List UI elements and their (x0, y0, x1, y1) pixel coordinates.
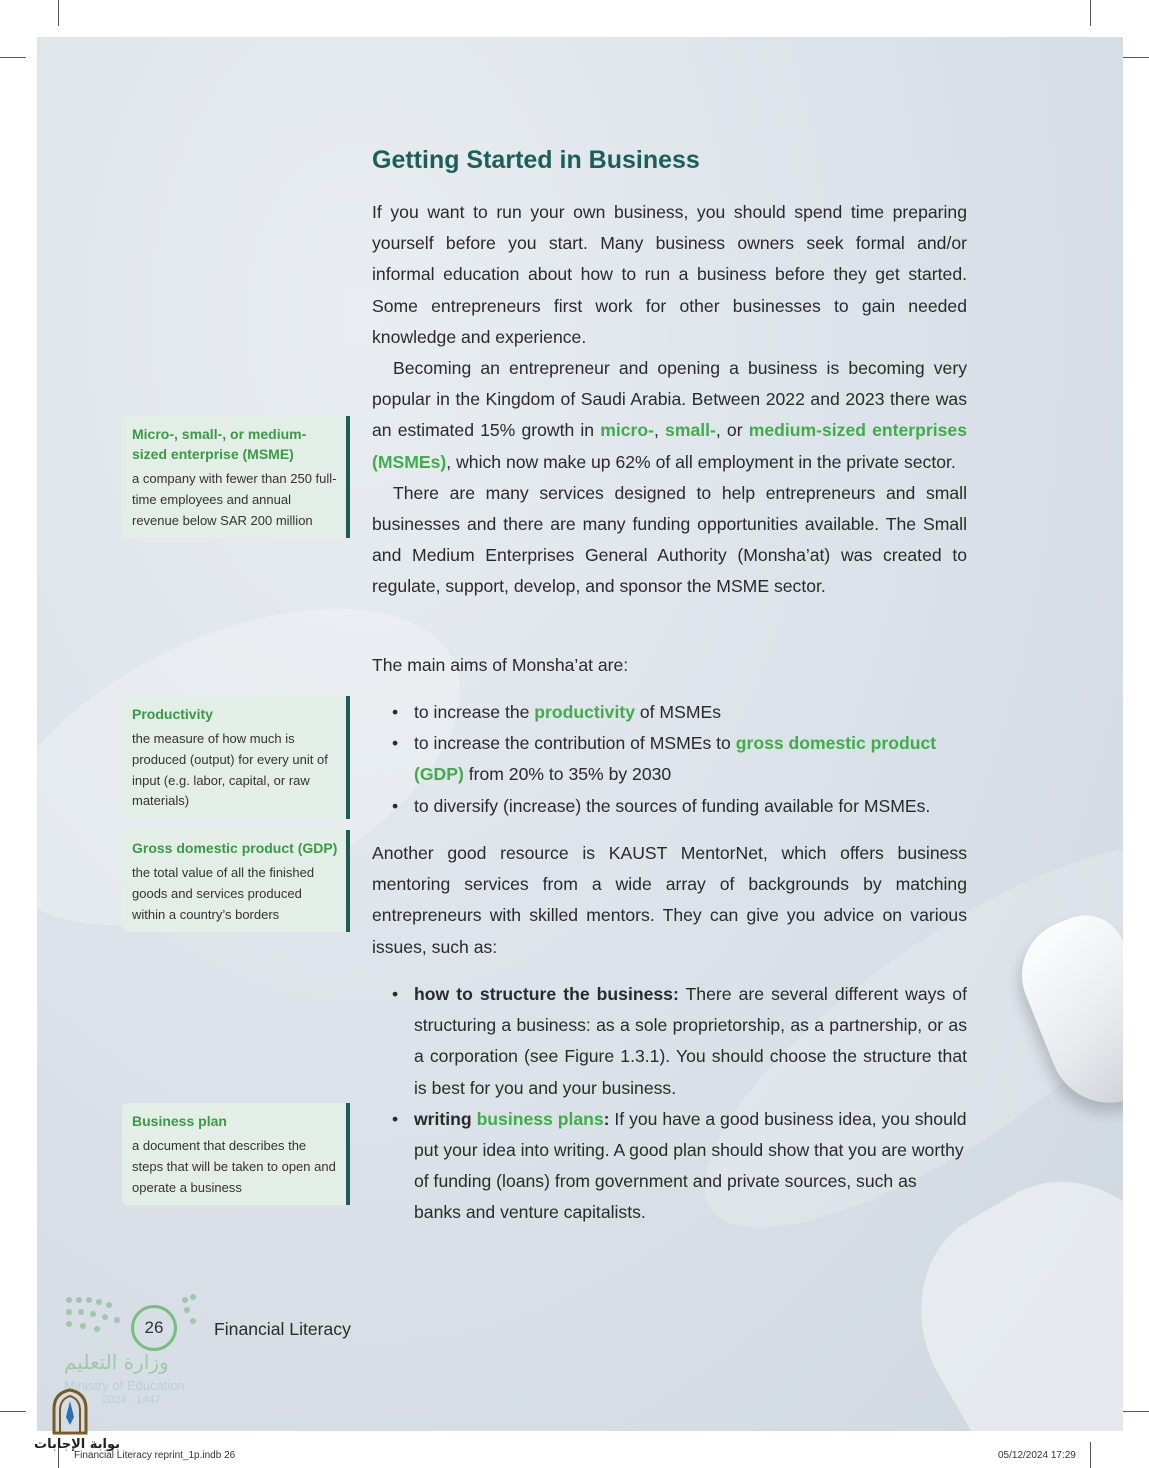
list-item: • to diversify (increase) the sources of funding available for MSMEs. (372, 791, 967, 822)
term-small: small- (665, 420, 716, 441)
p2-text: Becoming an entrepreneur and opening a business is becoming very popular in the Kingdom of Saudi Arabia. Between 2022 and 2023 there was an estimated 15% growth in (372, 358, 967, 441)
ministry-name-arabic: وزارة التعليم (64, 1350, 169, 1374)
advice-list-block (372, 979, 967, 1229)
logo-dot (66, 1321, 72, 1327)
term-msme: medium-sized enterprises (MSMEs) (372, 420, 967, 472)
logo-dot (90, 1311, 96, 1317)
advice-text: If you have a good business idea, you should put your idea into writing. A good plan should show that you are worthy of funding (loans) from government and private sources, such as banks and venture capitalists. (414, 1108, 967, 1223)
term-gdp: gross domestic product (GDP) (414, 733, 937, 785)
list-item (372, 697, 967, 728)
crop-mark (1123, 1411, 1149, 1412)
aim-text: to increase the contribution of MSMEs to (414, 733, 736, 754)
glossary-term: Business plan (132, 1113, 227, 1129)
paragraph-2 (372, 353, 967, 478)
crop-mark (1123, 57, 1149, 58)
logo-dot (66, 1297, 72, 1303)
glossary-definition: the total value of all the finished goods and services produced within a country’s borders (132, 865, 315, 922)
advice-heading: how to structure the business: (414, 984, 679, 1004)
logo-dot (106, 1302, 112, 1308)
advice-list (372, 979, 967, 1229)
crop-mark (1090, 1442, 1091, 1468)
crop-mark (1090, 0, 1091, 26)
advice-colon: : (603, 1108, 610, 1129)
mentor-paragraph (372, 838, 967, 963)
logo-dot (96, 1299, 102, 1305)
aim-text: of MSMEs (634, 702, 722, 722)
p2-sep: , or (715, 420, 749, 441)
aims-list-block (372, 697, 967, 822)
p2-text: , which now make up 62% of all employment in the private sector. (446, 451, 956, 472)
logo-dot (76, 1297, 82, 1303)
glossary-term: Gross domestic product (GDP) (132, 840, 338, 856)
print-slug-file: Financial Literacy reprint_1p.indb 26 (74, 1450, 236, 1461)
advice-heading: writing (414, 1108, 477, 1129)
aim-text: from 20% to 35% by 2030 (463, 764, 672, 785)
crop-mark (58, 0, 59, 26)
ministry-year: 2024 - 1447 (102, 1394, 161, 1406)
print-slug-date: 05/12/2024 17:29 (998, 1450, 1076, 1461)
paragraph-3: There are many services designed to help entrepreneurs and small businesses and there are many funding opportunities available. The Small and Medium Enterprises General Authority (Monsha’at) was created to regulate, support, develop, and sponsor the MSME sector. (372, 482, 967, 597)
term-business-plans: business plans (476, 1108, 604, 1129)
crop-mark (0, 57, 26, 58)
portal-name: بوابة الإجابات (34, 1437, 120, 1452)
logo-dot (66, 1309, 72, 1315)
paragraph-1: If you want to run your own business, you should spend time preparing yourself before you start. Many business owners seek formal and/or informal education about how to run a business before they get started. Some entrepreneurs first work for other businesses to gain needed knowledge and experience. (372, 202, 967, 347)
intro-paragraphs (372, 197, 967, 603)
term-productivity: productivity (534, 702, 635, 722)
glossary-definition: a company with fewer than 250 full-time employees and annual revenue below SAR 200 million (132, 471, 337, 528)
section-title: Getting Started in Business (372, 146, 700, 174)
logo-dot (80, 1323, 86, 1329)
glossary-productivity (122, 696, 350, 819)
list-item (372, 979, 967, 1104)
aims-intro-text: The main aims of Monsha’at are: (372, 655, 629, 675)
glossary-definition: a document that describes the steps that will be taken to open and operate a business (132, 1138, 336, 1195)
logo-dot (184, 1307, 190, 1313)
logo-dot (190, 1318, 196, 1324)
glossary-gdp (122, 830, 350, 932)
advice-text: There are several different ways of structuring a business: as a sole proprietorship, as a partnership, or as a corporation (see Figure 1.3.1). You should choose the structure that is best for you and your business. (414, 984, 967, 1098)
logo-dot (182, 1297, 188, 1303)
logo-dot (190, 1294, 196, 1300)
logo-dot (86, 1297, 92, 1303)
crop-mark (0, 1411, 26, 1412)
list-item (372, 1104, 967, 1229)
logo-dot (114, 1317, 120, 1323)
glossary-term: Productivity (132, 706, 213, 722)
aim-text: to increase the (414, 702, 535, 722)
list-item (372, 728, 967, 790)
aims-list (372, 697, 967, 822)
book-title: Financial Literacy (214, 1319, 351, 1339)
ministry-name-english: Ministry of Education (64, 1378, 185, 1393)
portal-logo-icon (48, 1387, 92, 1437)
glossary-business-plan (122, 1103, 350, 1205)
mentor-text: Another good resource is KAUST MentorNet, which offers business mentoring services from a wide array of backgrounds by matching entrepreneurs with skilled mentors. They can give you advice on various issues, such as: (372, 843, 967, 957)
glossary-definition: the measure of how much is produced (output) for every unit of input (e.g. labor, capital, or raw materials) (132, 731, 328, 809)
logo-dot (78, 1309, 84, 1315)
term-micro: micro- (600, 420, 654, 441)
glossary-term: Micro-, small-, or medium-sized enterprise (MSME) (132, 426, 307, 462)
aims-intro (372, 650, 967, 681)
logo-dot (102, 1314, 108, 1320)
glossary-msme (122, 416, 350, 538)
page-number: 26 (131, 1305, 177, 1351)
logo-dot (94, 1326, 100, 1332)
p2-sep: , (654, 420, 666, 441)
